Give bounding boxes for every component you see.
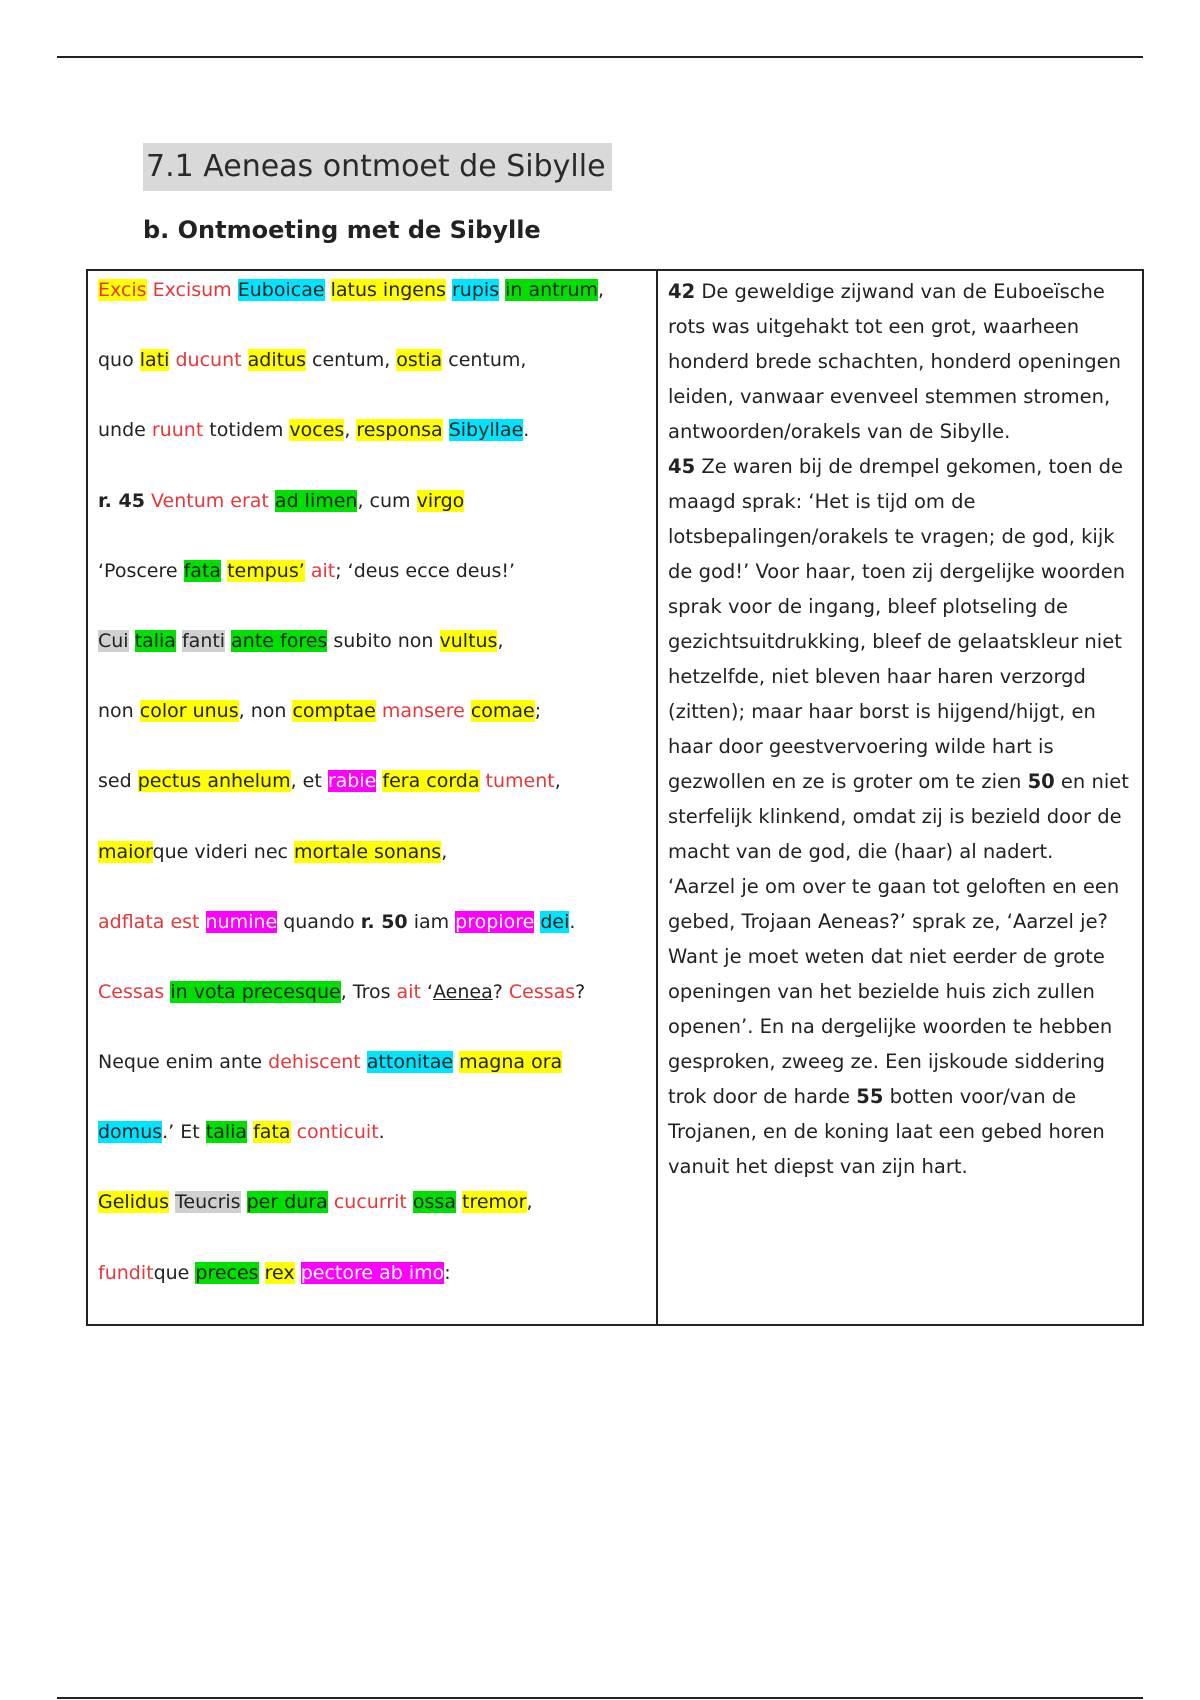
text-segment bbox=[407, 1191, 413, 1213]
text-segment: : bbox=[444, 1261, 451, 1284]
highlighted-word: Gelidus bbox=[98, 1191, 169, 1214]
highlighted-word: ait bbox=[396, 980, 421, 1003]
highlighted-word: Cessas bbox=[508, 980, 576, 1003]
highlighted-word: ruunt bbox=[151, 419, 204, 442]
text-segment: , bbox=[598, 279, 605, 301]
text-segment: sed bbox=[98, 770, 138, 793]
text-segment: , non bbox=[238, 700, 293, 723]
text-segment: .’ Et bbox=[162, 1121, 206, 1144]
latin-line bbox=[98, 976, 648, 1046]
highlighted-word: mortale sonans bbox=[294, 840, 442, 863]
highlighted-word: ad limen bbox=[274, 489, 358, 512]
text-segment: ; bbox=[534, 700, 542, 723]
latin-line bbox=[98, 765, 648, 835]
highlighted-word: in vota precesque bbox=[170, 980, 341, 1003]
highlighted-word: r. 50 bbox=[360, 910, 408, 933]
text-segment: , cum bbox=[357, 489, 417, 512]
text-segment bbox=[269, 490, 275, 512]
latin-line bbox=[98, 1257, 648, 1327]
latin-line bbox=[98, 1186, 648, 1256]
highlighted-word: Cessas bbox=[98, 980, 165, 1003]
latin-line bbox=[98, 695, 648, 765]
text-segment bbox=[361, 1051, 367, 1073]
highlighted-word: fera corda bbox=[382, 770, 480, 793]
highlighted-word: comae bbox=[470, 700, 535, 723]
latin-line bbox=[98, 274, 648, 344]
latin-line bbox=[98, 555, 648, 625]
highlighted-word: aditus bbox=[247, 349, 306, 372]
text-segment: quando bbox=[277, 910, 361, 933]
latin-line bbox=[98, 414, 648, 484]
text-segment: Ze waren bij de drempel gekomen, toen de maagd sprak: ‘Het is tijd om de lotsbepalingen/orakels te vragen; de god, kijk de god!’ Voor haar, toen zij dergelijke woorden sprak voor de ingang, bleef plotseling de gezichtsuitdrukking, bleef de gelaatskleur niet hetzelfde, niet bleven haar haren verzorgd (zitten); maar haar borst is hijgend/hijgt, en haar door geestvervoering wilde hart is gezwollen en ze is groter om te zien bbox=[668, 455, 1126, 793]
highlighted-word: dehiscent bbox=[268, 1051, 361, 1074]
text-segment: ‘Aarzel je om over te gaan tot geloften en een gebed, Trojaan Aeneas?’ sprak ze, ‘Aarzel je? Want je moet weten dat niet eerder de grote openingen van het bezielde huis zich zullen openen’. En na dergelijke woorden te hebben gesproken, zweeg ze. Een ijskoude siddering trok door de harde bbox=[668, 875, 1120, 1108]
text-segment: . bbox=[378, 1121, 385, 1144]
highlighted-word: talia bbox=[134, 629, 176, 652]
text-segment bbox=[241, 1191, 247, 1213]
latin-line bbox=[98, 1046, 648, 1116]
latin-line bbox=[98, 344, 648, 414]
highlighted-word: Sibyllae bbox=[448, 419, 524, 442]
latin-line bbox=[98, 485, 648, 555]
text-segment bbox=[325, 279, 331, 301]
highlighted-word: Teucris bbox=[175, 1191, 241, 1214]
text-segment: Neque enim ante bbox=[98, 1051, 269, 1074]
highlighted-word: rupis bbox=[452, 279, 500, 301]
highlighted-word: ostia bbox=[396, 349, 443, 372]
text-segment: que bbox=[153, 1261, 196, 1284]
text-segment: , bbox=[554, 770, 561, 793]
text-segment: quo bbox=[98, 349, 140, 372]
highlighted-word: r. 45 bbox=[98, 489, 145, 512]
text-segment: ‘ bbox=[420, 980, 434, 1003]
text-segment: ‘Poscere bbox=[98, 559, 184, 582]
highlighted-word: rex bbox=[264, 1261, 295, 1284]
highlighted-word: ante fores bbox=[231, 629, 328, 652]
text-segment: unde bbox=[98, 419, 152, 442]
latin-line bbox=[98, 1116, 648, 1186]
highlighted-word: maior bbox=[98, 840, 153, 863]
highlighted-word: magna ora bbox=[459, 1051, 563, 1074]
highlighted-word: voces bbox=[289, 419, 345, 442]
text-segment bbox=[200, 911, 206, 933]
text-segment: non bbox=[98, 700, 140, 723]
text-segment: , et bbox=[290, 770, 328, 793]
highlighted-word: pectus anhelum bbox=[137, 770, 291, 793]
highlighted-word: Euboicae bbox=[237, 279, 325, 301]
text-segment bbox=[465, 700, 471, 722]
highlighted-word: per dura bbox=[246, 1191, 328, 1214]
text-segment: iam bbox=[407, 910, 456, 933]
text-segment: que videri nec bbox=[152, 840, 294, 863]
text-segment: ; ‘deus ecce deus!’ bbox=[335, 559, 516, 582]
text-table bbox=[86, 269, 1144, 1326]
highlighted-word: in antrum bbox=[505, 279, 598, 301]
highlighted-word: attonitae bbox=[366, 1051, 454, 1074]
text-segment bbox=[232, 279, 238, 301]
highlighted-word: conticuit bbox=[296, 1121, 379, 1144]
text-segment: , bbox=[526, 1191, 533, 1214]
highlighted-word: Excis bbox=[98, 279, 147, 301]
highlighted-word: fata bbox=[183, 559, 222, 582]
text-segment bbox=[242, 349, 248, 371]
highlighted-word: dei bbox=[540, 910, 570, 933]
text-segment: en niet sterfelijk klinkend, omdat zij is bezield door de macht van de god, die (haar) al nadert. bbox=[668, 770, 1129, 863]
text-segment bbox=[259, 1262, 265, 1284]
latin-line bbox=[98, 906, 648, 976]
latin-text-column bbox=[88, 271, 658, 1324]
text-segment: , bbox=[441, 840, 448, 863]
text-segment: subito non bbox=[327, 629, 440, 652]
latin-line bbox=[98, 836, 648, 906]
text-segment bbox=[295, 1262, 301, 1284]
text-segment: De geweldige zijwand van de Euboeïsche rots was uitgehakt tot een grot, waarheen honderd brede schachten, honderd openingen leiden, vanwaar evenveel stemmen stromen, antwoorden/orakels van de Sibylle. bbox=[668, 280, 1121, 443]
highlighted-word: Ventum erat bbox=[150, 489, 269, 512]
highlighted-word: propiore bbox=[455, 910, 535, 933]
highlighted-word: responsa bbox=[356, 419, 443, 442]
highlighted-word: adflata est bbox=[98, 910, 200, 933]
text-segment: , bbox=[344, 419, 357, 442]
highlighted-word: rabie bbox=[327, 770, 377, 793]
highlighted-word: Aenea bbox=[433, 980, 493, 1003]
highlighted-word: 55 bbox=[856, 1085, 884, 1108]
text-segment: ? bbox=[492, 980, 509, 1003]
text-segment bbox=[129, 630, 135, 652]
highlighted-word: mansere bbox=[381, 700, 465, 723]
highlighted-word: latus ingens bbox=[330, 279, 446, 301]
text-segment: centum, bbox=[306, 349, 397, 372]
latin-line bbox=[98, 625, 648, 695]
translation-paragraph bbox=[668, 449, 1132, 869]
text-segment: totidem bbox=[203, 419, 290, 442]
highlighted-word: ducunt bbox=[175, 349, 242, 372]
highlighted-word: color unus bbox=[139, 700, 239, 723]
highlighted-word: Excisum bbox=[152, 279, 232, 301]
highlighted-word: cucurrit bbox=[333, 1191, 407, 1214]
highlighted-word: ossa bbox=[412, 1191, 456, 1214]
highlighted-word: tument bbox=[485, 770, 555, 793]
page-title: 7.1 Aeneas ontmoet de Sibylle bbox=[143, 143, 612, 191]
highlighted-word: comptae bbox=[292, 700, 376, 723]
text-segment: centum, bbox=[442, 349, 527, 372]
text-segment: ? bbox=[575, 980, 586, 1003]
translation-column bbox=[658, 271, 1142, 1324]
section-subtitle: b. Ontmoeting met de Sibylle bbox=[143, 216, 541, 244]
highlighted-word: fundit bbox=[98, 1261, 154, 1284]
translation-paragraph bbox=[668, 869, 1132, 1184]
highlighted-word: vultus bbox=[439, 629, 498, 652]
highlighted-word: 50 bbox=[1027, 770, 1055, 793]
highlighted-word: preces bbox=[195, 1261, 259, 1284]
highlighted-word: domus bbox=[98, 1121, 163, 1144]
bottom-rule bbox=[57, 1697, 1143, 1699]
highlighted-word: Cui bbox=[98, 629, 129, 652]
text-segment: botten voor/van de Trojanen, en de koning laat een gebed horen vanuit het diepst van zijn hart. bbox=[668, 1085, 1105, 1178]
highlighted-word: pectore ab imo bbox=[300, 1261, 445, 1284]
highlighted-word: fanti bbox=[181, 629, 226, 652]
text-segment: , bbox=[497, 629, 504, 652]
highlighted-word: talia bbox=[205, 1121, 248, 1144]
text-segment: . bbox=[569, 910, 576, 933]
text-segment bbox=[443, 419, 449, 441]
highlighted-word: tremor bbox=[462, 1191, 527, 1214]
top-rule bbox=[57, 56, 1143, 58]
translation-paragraph bbox=[668, 274, 1132, 449]
highlighted-word: numine bbox=[205, 910, 278, 933]
highlighted-word: virgo bbox=[416, 489, 465, 512]
highlighted-word: 45 bbox=[668, 455, 696, 478]
text-segment: , Tros bbox=[340, 980, 397, 1003]
highlighted-word: tempus’ bbox=[227, 559, 305, 582]
highlighted-word: 42 bbox=[668, 280, 696, 303]
text-segment: . bbox=[523, 419, 530, 442]
highlighted-word: lati bbox=[139, 349, 170, 372]
highlighted-word: ait bbox=[310, 559, 336, 582]
highlighted-word: fata bbox=[253, 1121, 291, 1144]
